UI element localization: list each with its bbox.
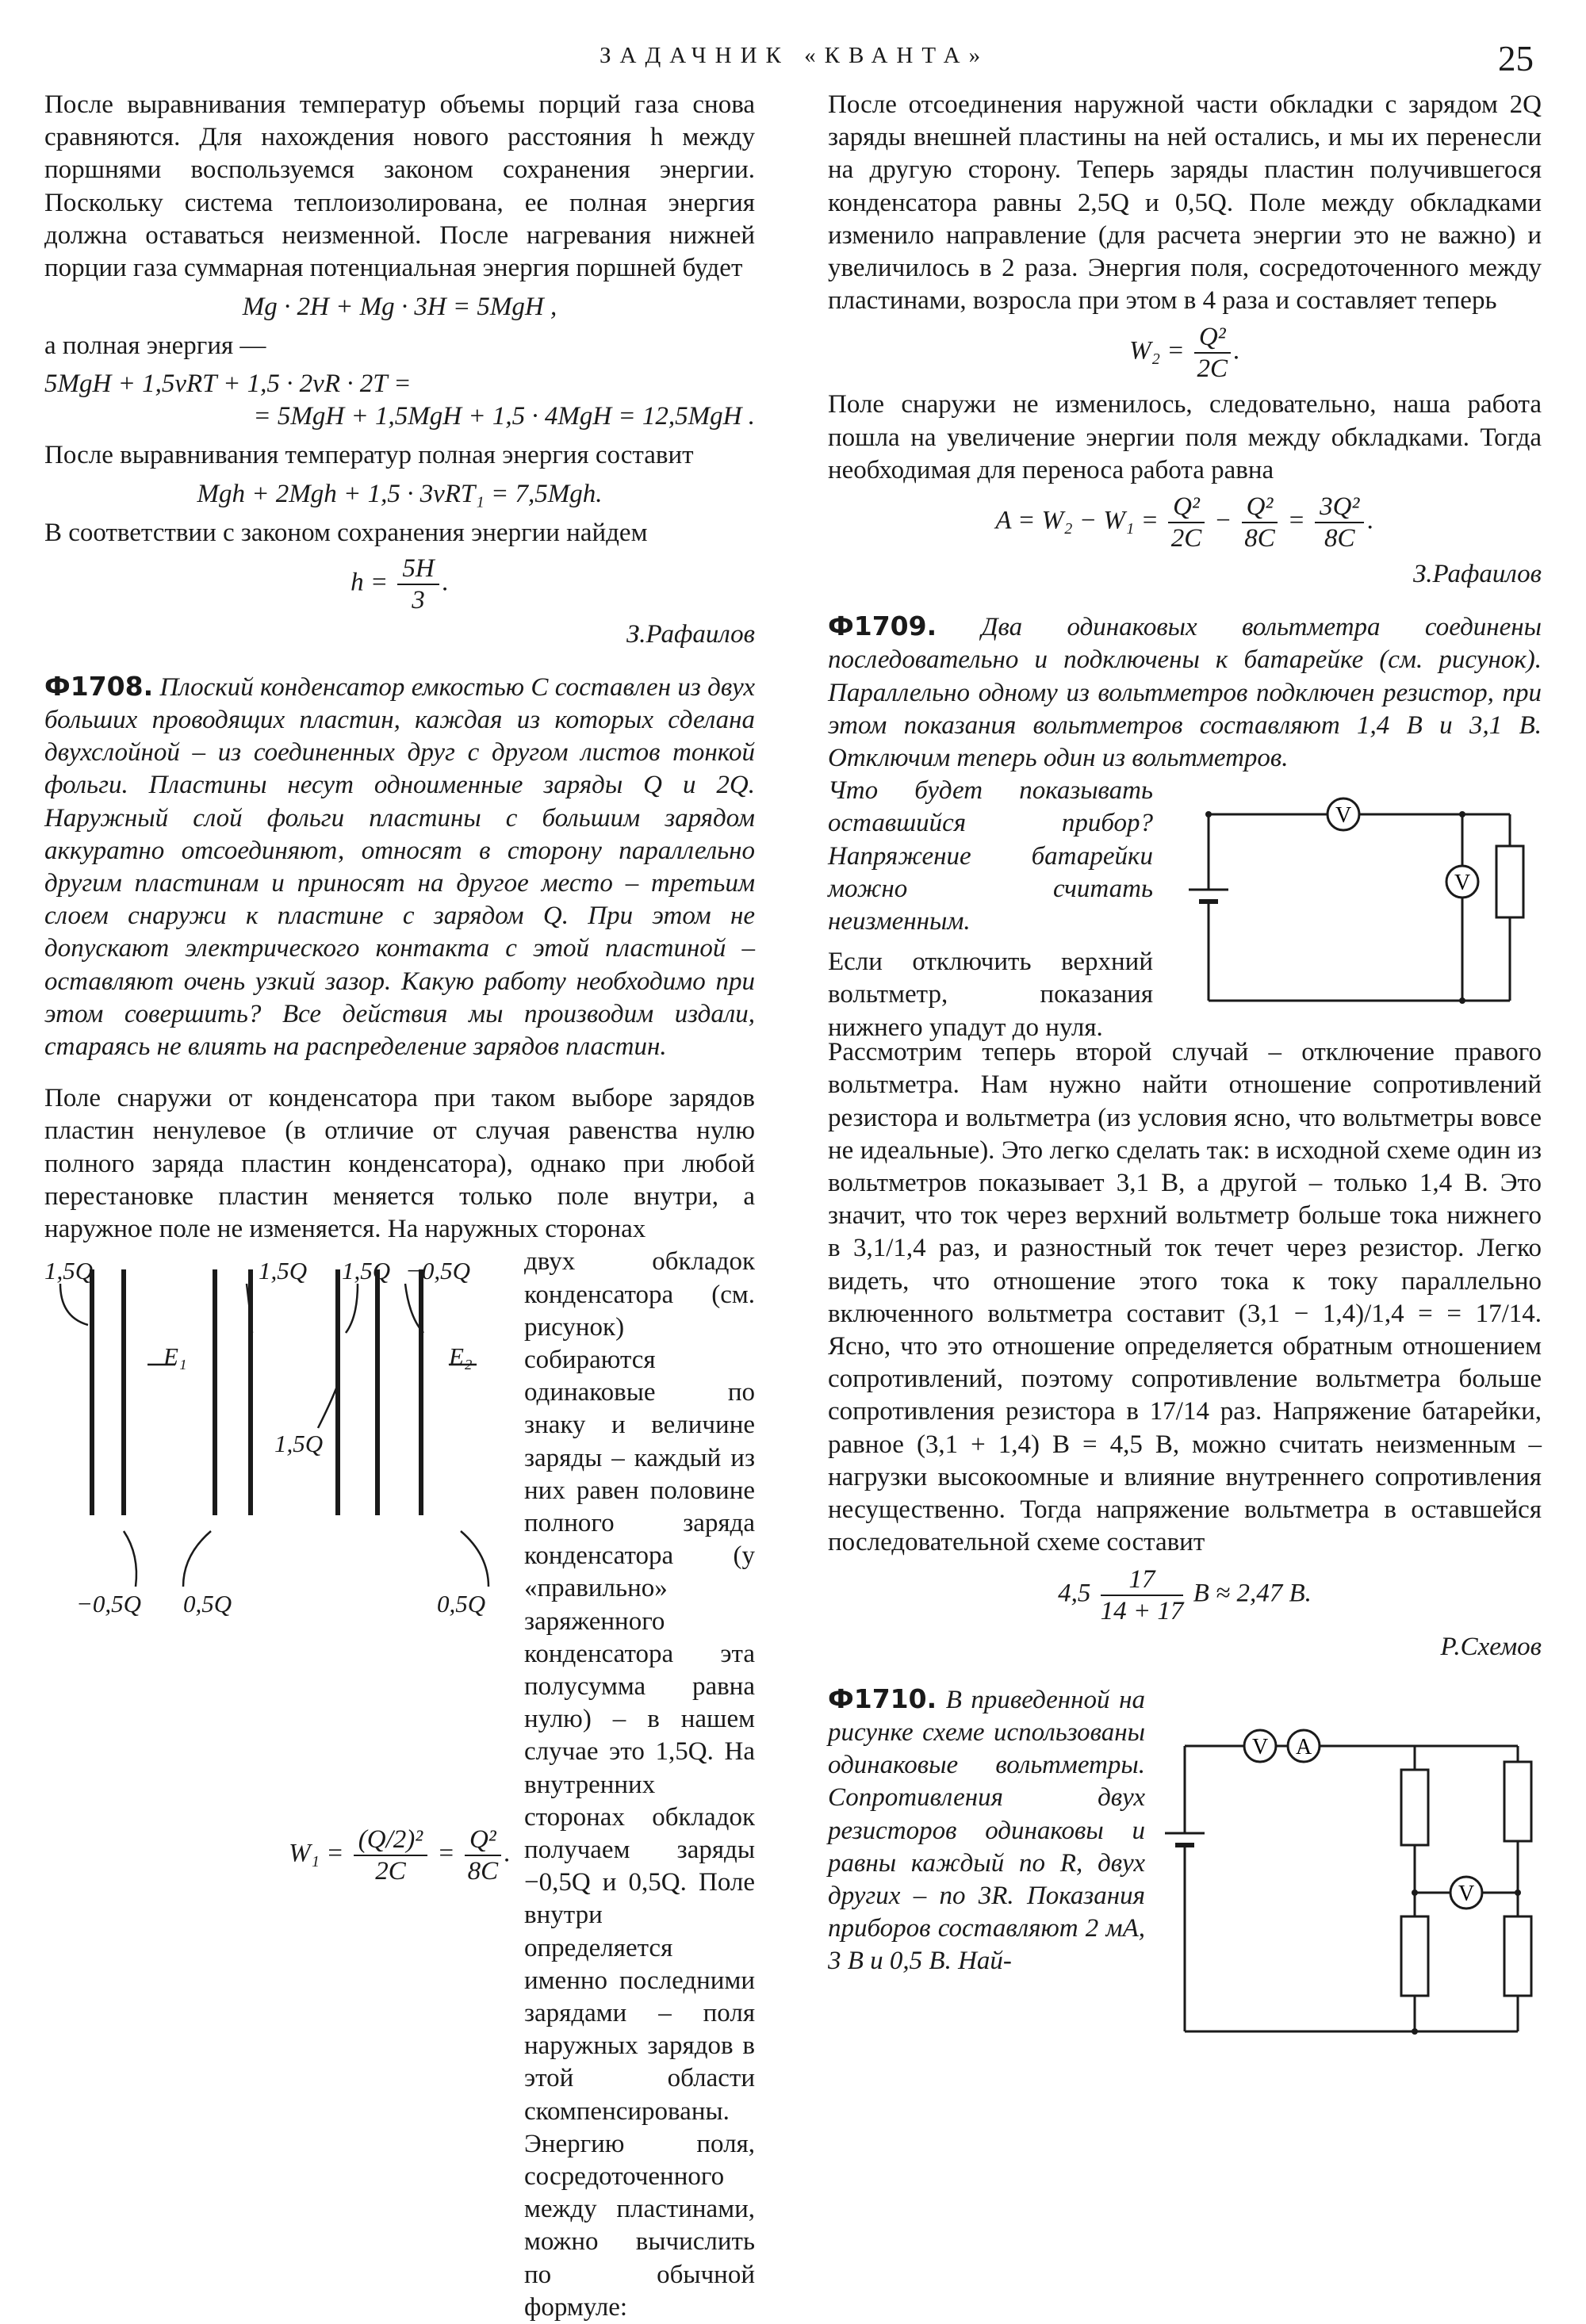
formula: Mgh + 2Mgh + 1,5 · 3νRT₁ = 7,5Mgh.: [197, 480, 603, 509]
formula: = 5MgH + 1,5MgH + 1,5 · 4MgH = 12,5MgH .: [253, 401, 755, 431]
capacitor-plates-figure: [44, 1246, 520, 1642]
author-signature: З.Рафаилов: [626, 619, 755, 649]
paragraph: Поле снаружи от конденсатора при таком выборе зарядов пластин ненулевое (в отличие от случая равенства нулю полного заряда пластин конденсатора), однако при любой перестановке пластин меняется только поле внутри, а наружное поле не изменяется. На наружных сторонах: [44, 1084, 755, 1244]
voltmeter-label: V: [1454, 871, 1471, 896]
paragraph: После выравнивания температур объемы порций газа снова сравняются. Для нахождения нового расстояния h между поршнями воспользуемся законом сохранения энергии. Поскольку система теплоизолирована, ее полная энергия должна оставаться неизменной. После нагревания нижней порции газа суммарная потенциальная энергия поршней будет: [44, 90, 755, 283]
formula-h: h = $\frac{5H}{3}$ .: [351, 553, 449, 615]
problem-1709-figure-block: [828, 775, 1542, 1042]
label-0.5q: 0,5Q: [183, 1590, 232, 1618]
problem-1710-block: [828, 1683, 1542, 2031]
bridge-circuit: [1153, 1698, 1550, 2047]
label-0.5q: 0,5Q: [437, 1590, 486, 1618]
problem-1709-continued: Что будет показывать оставшийся прибор? Напряжение батарейки можно считать неизменным.: [828, 776, 1153, 936]
page-number: 25: [1498, 39, 1534, 78]
author-signature: З.Рафаилов: [1412, 560, 1542, 589]
paragraph: Рассмотрим теперь второй случай – отключение правого вольтметра. Нам нужно найти отношение сопротивлений резистора и вольтметра (из условия ясно, что вольтметры вовсе не идеальные). Это легко сделать так: в исходной схеме один из вольтметров показывает 3,1 В, а другой – только 1,4 В. Это значит, что ток через верхний вольтметр больше тока нижнего в 3,1/1,4 раз, и разностный ток течет через резистор. Легко видеть, что отношение этого тока к току параллельно включенного вольтметра составит (3,1 − 1,4)/1,4 = = 17/14. Ясно, что это отношение определяется обратным отношением сопротивлений, поэтому сопротивление вольтметра больше сопротивления резистора в 17/14 раз. Напряжение батарейки, равное (3,1 + 1,4) В = 4,5 В, можно считать неизменным – нагрузки высокоомные и влияние внутреннего сопротивления несущественно. Тогда напряжение вольтметра в оставшейся последовательной схеме составит: [828, 1038, 1542, 1557]
paragraph: После выравнивания температур полная энергия составит: [44, 441, 694, 470]
label-1.5q: 1,5Q: [274, 1430, 324, 1458]
label-1.5q: 1,5Q: [259, 1257, 308, 1285]
formula-work: A = W₂ − W₁ = $\frac{\text{Q²}}{2C}$ − $\frac{\text{Q²}}{8C}$ = $\frac{\text{3Q²}}{8C}$ .: [995, 492, 1374, 553]
paragraph: В соответствии с законом сохранения энергии найдем: [44, 519, 648, 548]
voltmeter-label: V: [1458, 1881, 1475, 1906]
formula: 5MgH + 1,5νRT + 1,5 · 2νR · 2T =: [44, 369, 412, 398]
formula-w1: W₁ = $\frac{\text{(Q/2)²}}{2C}$ = $\frac{\text{Q²}}{8C}$ .: [289, 1825, 511, 1886]
wrapped-paragraph: двух обкладок конденсатора (см. рисунок) собираются одинаковые по знаку и величине заряды – каждый из них равен половине полного заряда конденсатора (у «правильно» заряженного конденсатора эта полусумма равна нулю) – в нашем случае это 1,5Q. На внутренних сторонах обкладок получаем заряды −0,5Q и 0,5Q. Поле внутри определяется именно последними зарядами – поля наружных зарядов в этой области скомпенсированы. Энергию поля, сосредоточенного между пластинами, можно вычислить по обычной формуле:: [524, 1247, 755, 2322]
problem-1708: Ф1708. Плоский конденсатор емкостью C составлен из двух больших проводящих пластин, каждая из которых сделана двухслойной – из соединенных друг с другом листов тонкой фольги. Пластины несут одноименные заряды Q и 2Q. Наружный слой фольги пластины с большим зарядом аккуратно отсоединяют, относят в сторону параллельно другим пластинам и приносят на другое место – третьим слоем снаружи к пластине с зарядом Q. При этом не допускают электрического контакта с этой пластиной – оставляют очень узкий зазор. Какую работу необходимо при этом совершить? Все действия мы производим издали, стараясь не влиять на распределение зарядов пластин.: [44, 670, 756, 1062]
voltmeter-label: V: [1335, 803, 1352, 829]
paragraph: а полная энергия —: [44, 331, 266, 361]
label-1.5q: 1,5Q: [342, 1257, 391, 1285]
page-header: [0, 38, 1586, 86]
label-e2: E₂: [449, 1342, 473, 1371]
paragraph: После отсоединения наружной части обкладки с зарядом 2Q заряды внешней пластины на ней остались, и мы их перенесли на другую сторону. Теперь заряды пластин получившегося конденсатора равны 2,5Q и 0,5Q. Поле между обкладками изменило направление (для расчета энергии это не важно) и увеличилось в 2 раза. Энергия поля, сосредоточенного между пластинами, возросла при этом в 4 раза и составляет теперь: [828, 90, 1542, 316]
formula: Mg · 2H + Mg · 3H = 5MgH ,: [242, 293, 557, 322]
label-e1: E₁: [163, 1342, 187, 1371]
label-neg-0.5q: −0,5Q: [76, 1590, 142, 1618]
voltmeter-circuit: [1161, 775, 1542, 1013]
problem-1709: Ф1709. Два одинаковых вольтметра соединены последовательно и подключены к батарейке (см. рисунок). Параллельно одному из вольтметров подключен резистор, при этом показания вольтметров составляют 1,4 В и 3,1 В. Отключим теперь один из вольтметров.: [828, 611, 1542, 773]
ammeter-label: A: [1296, 1734, 1312, 1759]
formula-voltage: 4,5 $\frac{17}{14 + 17}$ В ≈ 2,47 В.: [1058, 1564, 1312, 1625]
formula-w2: W₂ = $\frac{\text{Q²}}{2C}$ .: [1129, 323, 1240, 384]
problem-1710: Ф1710. В приведенной на рисунке схеме использованы одинаковые вольтметры. Сопротивления двух резисторов одинаковы и равны каждый по R, двух других – по 3R. Показания приборов составляют 2 мА, 3 В и 0,5 В. Най-: [828, 1683, 1145, 1976]
paragraph: Если отключить верхний вольтметр, показания нижнего упадут до нуля.: [828, 948, 1153, 1042]
author-signature: Р.Схемов: [1440, 1632, 1542, 1661]
label-1.5q: 1,5Q: [44, 1257, 94, 1285]
voltmeter-label: V: [1252, 1734, 1269, 1759]
left-column: [44, 89, 756, 2322]
paragraph: Поле снаружи не изменилось, следовательно, наша работа пошла на увеличение энергии поля между обкладками. Тогда необходимая для переноса работа равна: [828, 390, 1542, 484]
journal-title: ЗАДАЧНИК «КВАНТА»: [600, 43, 990, 68]
right-column: [828, 89, 1542, 2031]
label-neg-0.5q: −0,5Q: [405, 1257, 471, 1285]
